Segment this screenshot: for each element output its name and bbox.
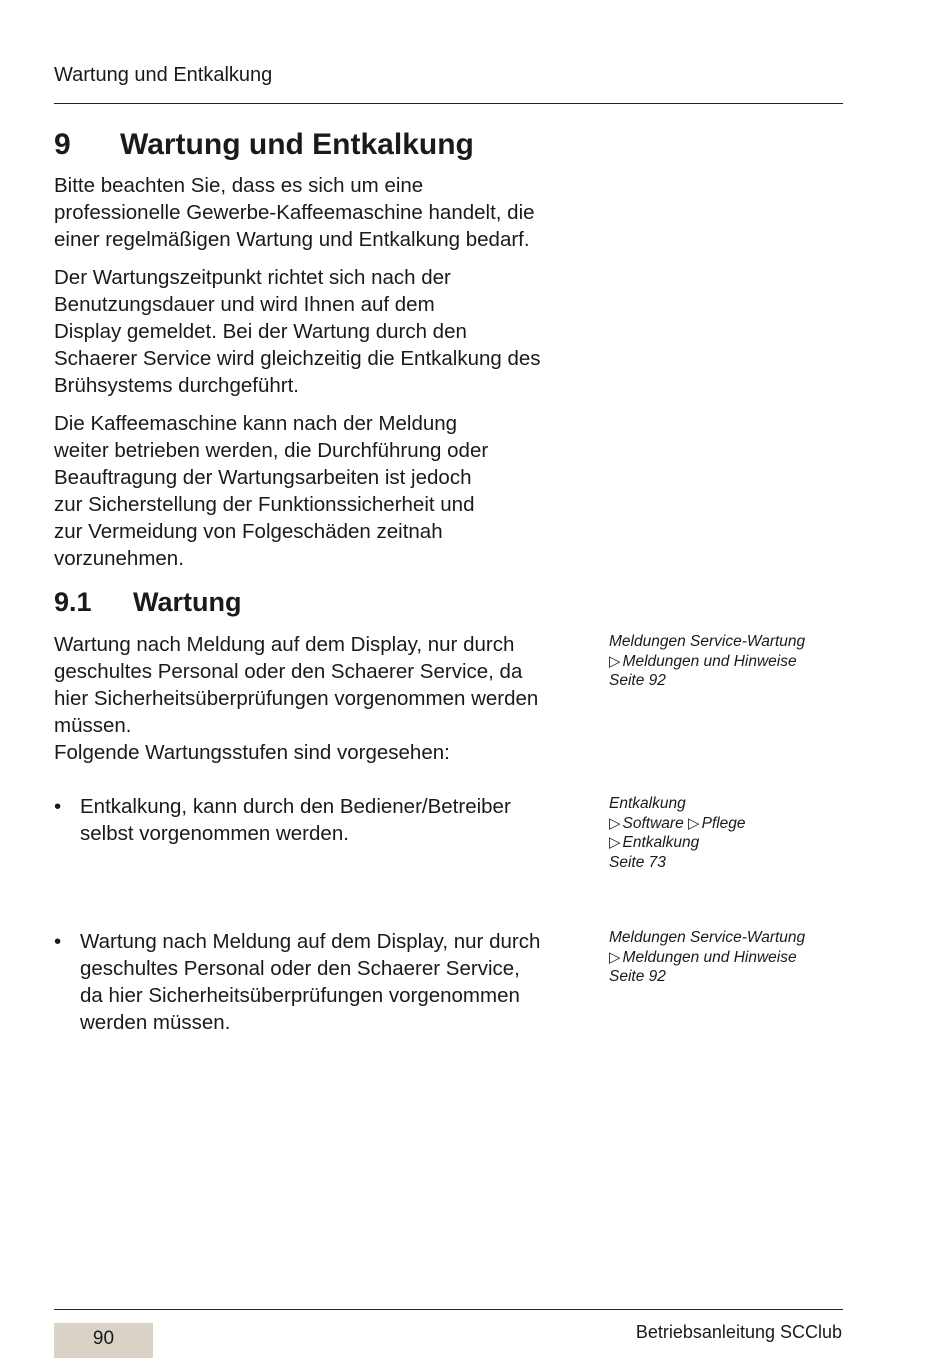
page-reference[interactable]: Seite 92 [609, 672, 666, 690]
list-item-text: Wartung nach Meldung auf dem Display, nur durch geschultes Personal oder den Schaerer Service, da hier Sicherheitsüberprüfungen vorgenommen werden müssen. [80, 930, 541, 1034]
footer-rule [54, 1309, 843, 1310]
section-number: 9 [54, 128, 71, 161]
sidenote-service-wartung: Meldungen Service-Wartung ▷ Meldungen und Hinweise Seite 92 [609, 632, 849, 691]
triangle-right-icon: ▷ [688, 814, 700, 832]
header-rule [54, 103, 843, 104]
triangle-right-icon: ▷ [609, 948, 621, 966]
triangle-right-icon: ▷ [609, 814, 621, 832]
bullet-icon: • [54, 795, 62, 818]
page-number: 90 [92, 1328, 115, 1349]
sidenote-service-wartung-2: Meldungen Service-Wartung ▷ Meldungen und Hinweise Seite 92 [609, 928, 849, 987]
section-title: Wartung und Entkalkung [120, 128, 474, 161]
footer-doc-title: Betriebsanleitung SCClub [635, 1322, 842, 1342]
page-reference[interactable]: Seite 73 [609, 854, 666, 872]
page-reference[interactable]: Seite 92 [609, 968, 666, 986]
paragraph-3: Die Kaffeemaschine kann nach der Meldung weiter betrieben werden, die Durchführung oder Beauftragung der Wartungsarbeiten ist jedoch zur Sicherstellung der Funktionssicherheit und zur Vermeidung von Folgeschäden zeitnah vorzunehmen. [54, 412, 489, 570]
cross-reference-link[interactable]: ▷ Entkalkung [609, 834, 700, 852]
section-heading [54, 126, 474, 164]
subsection-lead: Folgende Wartungsstufen sind vorgesehen: [54, 741, 450, 764]
paragraph-2: Der Wartungszeitpunkt richtet sich nach der Benutzungsdauer und wird Ihnen auf dem Display gemeldet. Bei der Wartung durch den Schaerer Service wird gleichzeitig die Entkalkung des Brühsystems durchgeführt. [54, 266, 541, 397]
subsection-number: 9.1 [54, 587, 92, 617]
triangle-right-icon: ▷ [609, 652, 621, 670]
cross-reference-link[interactable]: ▷ Software ▷ Pflege [609, 814, 746, 832]
sidenote-entkalkung: Entkalkung ▷ Software ▷ Pflege ▷ Entkalkung Seite 73 [609, 794, 849, 873]
subsection-intro: Wartung nach Meldung auf dem Display, nur durch geschultes Personal oder den Schaerer Service, da hier Sicherheitsüberprüfungen vorgenommen werden müssen. [54, 633, 539, 737]
list-item [54, 928, 594, 1036]
subsection-heading [54, 584, 241, 620]
cross-reference-link[interactable]: ▷ Meldungen und Hinweise [609, 948, 797, 966]
running-header: Wartung und Entkalkung [54, 64, 273, 86]
list-item-text: Entkalkung, kann durch den Bediener/Betreiber selbst vorgenommen werden. [80, 795, 511, 845]
list-item [54, 793, 594, 847]
subsection-title: Wartung [133, 587, 242, 617]
paragraph-1: Bitte beachten Sie, dass es sich um eine professionelle Gewerbe-Kaffeemaschine handelt, die einer regelmäßigen Wartung und Entkalkung bedarf. [54, 174, 535, 251]
bullet-icon: • [54, 930, 62, 953]
cross-reference-link[interactable]: ▷ Meldungen und Hinweise [609, 652, 797, 670]
triangle-right-icon: ▷ [609, 834, 621, 852]
